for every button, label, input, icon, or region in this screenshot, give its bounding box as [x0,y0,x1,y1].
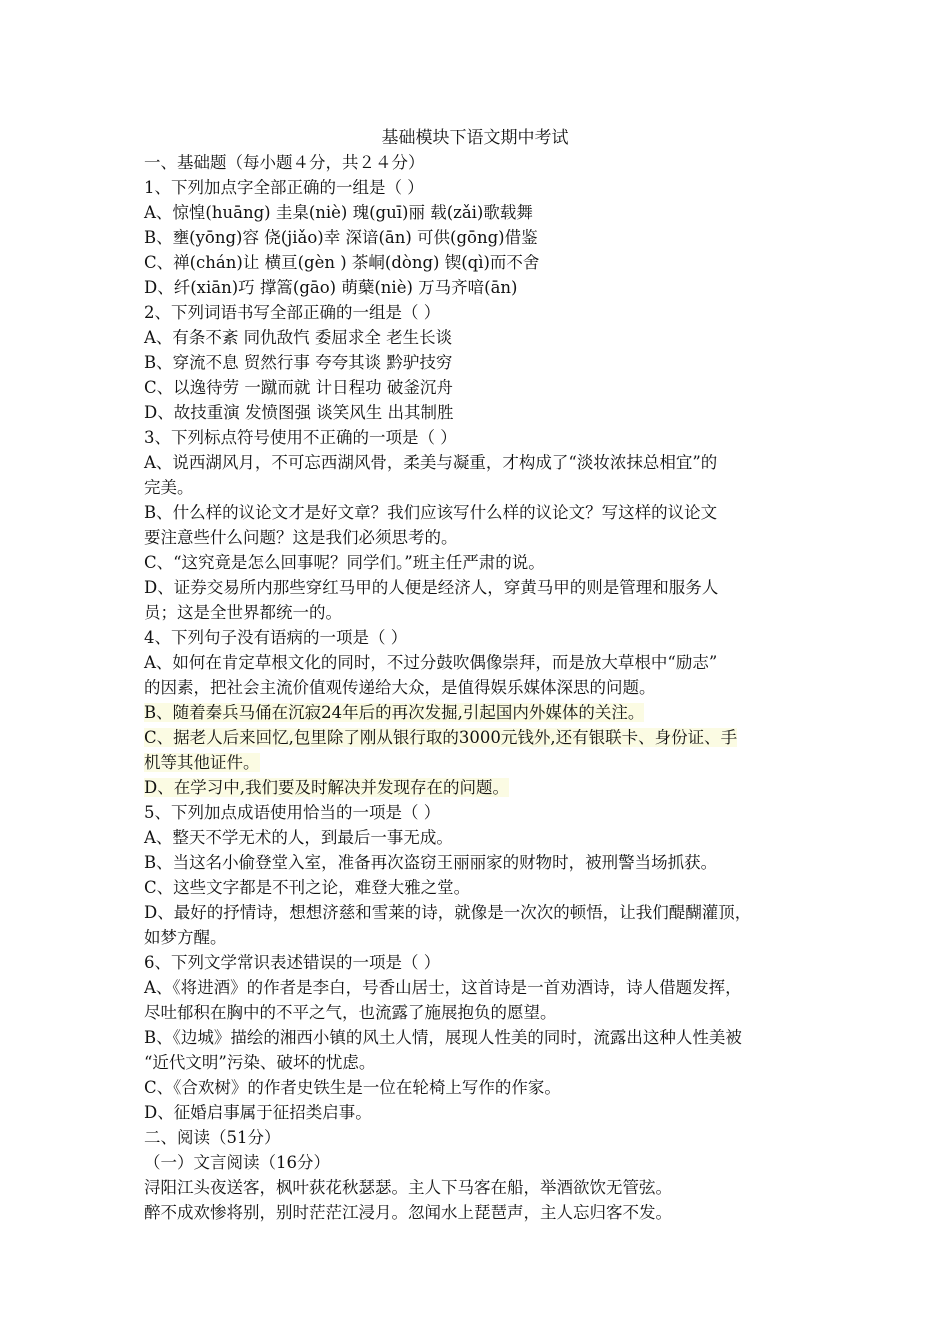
option-line: C、《合欢树》的作者史铁生是一位在轮椅上写作的作家。 [144,1078,561,1097]
option-line: “近代文明”污染、破坏的忧虑。 [144,1053,376,1072]
option-line: D、纤(xiān)巧 撑篙(gāo) 萌蘖(niè) 万马齐喑(ān) [144,278,518,297]
option-line: A、如何在肯定草根文化的同时，不过分鼓吹偶像崇拜，而是放大草根中“励志” [144,653,718,672]
option-line: 完美。 [144,478,194,497]
option-line: C、这些文字都是不刊之论，难登大雅之堂。 [144,878,471,897]
question-stem: 2、下列词语书写全部正确的一组是（ ） [144,303,441,322]
option-line: C、禅(chán)让 横亘(gèn ) 茶峒(dòng) 锲(qì)而不舍 [144,253,540,272]
option-line: D、征婚启事属于征招类启事。 [144,1103,372,1122]
section-heading: 二、阅读（51分） [144,1128,281,1147]
poem-line: 醉不成欢惨将别，别时茫茫江浸月。忽闻水上琵琶声，主人忘归客不发。 [144,1203,672,1222]
section-heading: 一、基础题（每小题４分，共２４分） [144,153,425,172]
page-title: 基础模块下语文期中考试 [381,128,569,148]
question-stem: 4、下列句子没有语病的一项是（ ） [144,628,408,647]
option-line: 的因素，把社会主流价值观传递给大众，是值得娱乐媒体深思的问题。 [144,678,656,697]
document-body [144,150,816,1225]
question-stem: 5、下列加点成语使用恰当的一项是（ ） [144,803,441,822]
question-stem: 3、下列标点符号使用不正确的一项是（ ） [144,428,457,447]
highlight: C、据老人后来回忆,包里除了刚从银行取的3000元钱外,还有银联卡、身份证、手 [144,728,738,747]
option-line: C、以逸待劳 一蹴而就 计日程功 破釜沉舟 [144,378,453,397]
option-line: 尽吐郁积在胸中的不平之气，也流露了施展抱负的愿望。 [144,1003,557,1022]
option-line-highlighted [144,700,816,725]
option-line-highlighted [144,750,816,775]
question-stem: 6、下列文学常识表述错误的一项是（ ） [144,953,441,972]
option-line: 要注意些什么问题？这是我们必须思考的。 [144,528,458,547]
option-line: A、说西湖风月，不可忘西湖风骨，柔美与凝重，才构成了“淡妆浓抹总相宜”的 [144,453,718,472]
option-line: B、当这名小偷登堂入室，准备再次盗窃王丽丽家的财物时，被刑警当场抓获。 [144,853,718,872]
option-line: A、《将进酒》的作者是李白，号香山居士，这首诗是一首劝酒诗，诗人借题发挥， [144,978,742,997]
subsection-heading: （一）文言阅读（16分） [144,1153,330,1172]
option-line: A、有条不紊 同仇敌忾 委屈求全 老生长谈 [144,328,453,347]
option-line: 如梦方醒。 [144,928,227,947]
option-line: B、什么样的议论文才是好文章？我们应该写什么样的议论文？写这样的议论文 [144,503,718,522]
option-line: A、整天不学无术的人，到最后一事无成。 [144,828,453,847]
poem-line: 浔阳江头夜送客，枫叶荻花秋瑟瑟。主人下马客在船，举酒欲饮无管弦。 [144,1178,672,1197]
option-line: B、壅(yōng)容 侥(jiǎo)幸 深谙(ān) 可供(gōng)借鉴 [144,228,538,247]
option-line-highlighted [144,725,816,750]
option-line: D、最好的抒情诗，想想济慈和雪莱的诗，就像是一次次的顿悟，让我们醍醐灌顶， [144,903,752,922]
option-line: D、证券交易所内那些穿红马甲的人便是经济人，穿黄马甲的则是管理和服务人 [144,578,719,597]
option-line-highlighted [144,775,816,800]
option-line: C、“这究竟是怎么回事呢？同学们。”班主任严肃的说。 [144,553,545,572]
option-line: B、穿流不息 贸然行事 夸夸其谈 黔驴技穷 [144,353,453,372]
question-stem: 1、下列加点字全部正确的一组是（ ） [144,178,424,197]
highlight: B、随着秦兵马俑在沉寂24年后的再次发掘,引起国内外媒体的关注。 [144,703,645,722]
option-line: D、故技重演 发愤图强 谈笑风生 出其制胜 [144,403,454,422]
option-line: 员；这是全世界都统一的。 [144,603,342,622]
highlight: 机等其他证件。 [144,753,260,772]
option-line: A、惊惶(huāng) 圭臬(niè) 瑰(guī)丽 载(zǎi)歌载舞 [144,203,533,222]
highlight: D、在学习中,我们要及时解决并发现存在的问题。 [144,778,509,797]
option-line: B、《边城》描绘的湘西小镇的风土人情，展现人性美的同时，流露出这种人性美被 [144,1028,742,1047]
